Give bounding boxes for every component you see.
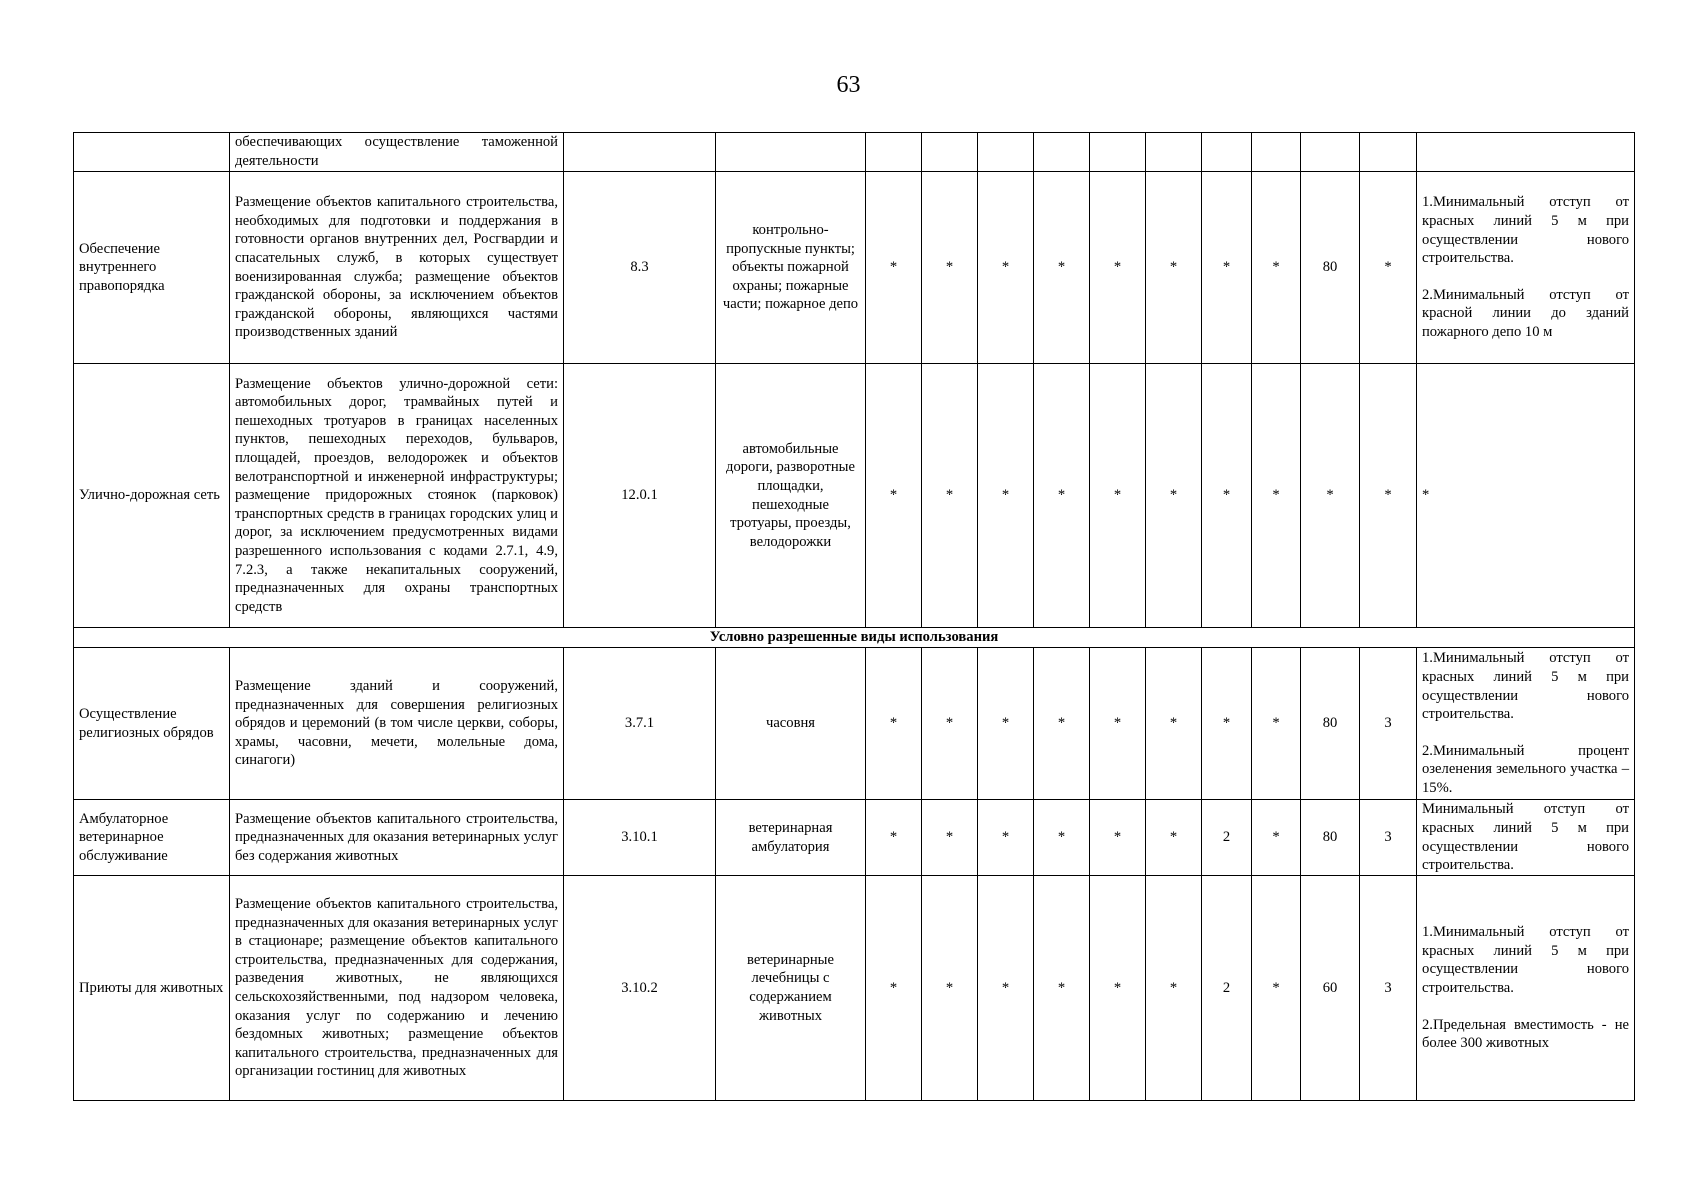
param-cell: *	[1360, 364, 1417, 628]
param-cell: 80	[1301, 800, 1360, 876]
param-cell: *	[866, 648, 922, 800]
param-cell: *	[978, 648, 1034, 800]
param-cell: *	[1252, 172, 1301, 364]
section-header-row	[74, 628, 1635, 648]
param-cell	[1252, 133, 1301, 172]
param-cell: *	[1034, 364, 1090, 628]
land-use-regulations-table	[73, 132, 1635, 1101]
param-cell	[978, 133, 1034, 172]
use-name-cell: Приюты для животных	[74, 876, 230, 1101]
param-cell: 3	[1360, 648, 1417, 800]
note-text: 2.Предельная вместимость - не более 300 животных	[1422, 1016, 1629, 1052]
param-cell: *	[922, 648, 978, 800]
page-number: 63	[836, 72, 861, 98]
note-text: 2.Минимальный процент озеленения земельного участка – 15%.	[1422, 742, 1629, 796]
param-cell: *	[978, 876, 1034, 1101]
use-code-cell: 3.10.1	[564, 800, 716, 876]
use-description-cell: Размещение объектов капитального строительства, необходимых для подготовки и поддержания в готовности органов внутренних дел, Росгвардии и спасательных служб, в которых существует военизированная служба; размещение объектов гражданской обороны, за исключением объектов гражданской обороны, являющихся частями производственных зданий	[230, 172, 564, 364]
param-cell: *	[1202, 648, 1252, 800]
use-code-cell: 8.3	[564, 172, 716, 364]
param-cell: *	[1252, 364, 1301, 628]
param-cell: 80	[1301, 172, 1360, 364]
param-cell: 3	[1360, 800, 1417, 876]
param-cell: *	[1034, 172, 1090, 364]
table-row	[74, 133, 1635, 172]
use-name-cell: Осуществление религиозных обрядов	[74, 648, 230, 800]
param-cell: *	[1146, 364, 1202, 628]
use-code-cell: 12.0.1	[564, 364, 716, 628]
param-cell	[1360, 133, 1417, 172]
param-cell: *	[1252, 648, 1301, 800]
use-name-cell	[74, 133, 230, 172]
param-cell	[1301, 133, 1360, 172]
param-cell: *	[866, 172, 922, 364]
object-types-cell: ветеринарная амбулатория	[716, 800, 866, 876]
param-cell: *	[922, 800, 978, 876]
param-cell	[866, 133, 922, 172]
param-cell: *	[922, 876, 978, 1101]
use-code-cell: 3.10.2	[564, 876, 716, 1101]
param-cell: *	[1202, 364, 1252, 628]
param-cell: *	[922, 172, 978, 364]
param-cell: 2	[1202, 800, 1252, 876]
object-types-cell: контрольно-пропускные пункты; объекты пожарной охраны; пожарные части; пожарное депо	[716, 172, 866, 364]
notes-cell	[1417, 364, 1635, 628]
param-cell	[1202, 133, 1252, 172]
param-cell: *	[1202, 172, 1252, 364]
section-title: Условно разрешенные виды использования	[74, 628, 1635, 648]
object-types-cell: ветеринарные лечебницы с содержанием животных	[716, 876, 866, 1101]
param-cell	[1090, 133, 1146, 172]
param-cell: *	[1146, 172, 1202, 364]
param-cell: *	[866, 800, 922, 876]
table-row	[74, 800, 1635, 876]
param-cell: *	[1146, 876, 1202, 1101]
use-code-cell	[564, 133, 716, 172]
notes-cell	[1417, 133, 1635, 172]
table-row	[74, 172, 1635, 364]
use-name-cell: Обеспечение внутреннего правопорядка	[74, 172, 230, 364]
notes-cell	[1417, 172, 1635, 364]
object-types-cell: часовня	[716, 648, 866, 800]
use-description-cell: Размещение зданий и сооружений, предназначенных для совершения религиозных обрядов и церемоний (в том числе церкви, соборы, храмы, часовни, мечети, молельные дома, синагоги)	[230, 648, 564, 800]
object-types-cell: автомобильные дороги, разворотные площадки, пешеходные тротуары, проезды, велодорожки	[716, 364, 866, 628]
param-cell: *	[1146, 800, 1202, 876]
param-cell: *	[1090, 364, 1146, 628]
note-text: *	[1422, 487, 1430, 504]
param-cell: *	[978, 172, 1034, 364]
param-cell: 80	[1301, 648, 1360, 800]
object-types-cell	[716, 133, 866, 172]
param-cell: *	[1252, 876, 1301, 1101]
param-cell: *	[922, 364, 978, 628]
note-text: 1.Минимальный отступ от красных линий 5 м при осуществлении нового строительства.	[1422, 924, 1629, 996]
use-description-cell: Размещение объектов капитального строительства, предназначенных для оказания ветеринарных услуг в стационаре; размещение объектов капитального строительства, предназначенных для содержания, разведения животных, не являющихся сельскохозяйственными, под надзором человека, оказания услуг по содержанию и лечению бездомных животных; размещение объектов капитального строительства, предназначенных для организации гостиниц для животных	[230, 876, 564, 1101]
use-name-cell: Амбулаторное ветеринарное обслуживание	[74, 800, 230, 876]
param-cell: 3	[1360, 876, 1417, 1101]
param-cell	[922, 133, 978, 172]
use-description-cell: обеспечивающих осуществление таможенной деятельности	[230, 133, 564, 172]
note-text: 1.Минимальный отступ от красных линий 5 м при осуществлении нового строительства.	[1422, 650, 1629, 723]
param-cell: *	[1146, 648, 1202, 800]
note-text: 1.Минимальный отступ от красных линий 5 м при осуществлении нового строительства.	[1422, 194, 1629, 267]
table-row	[74, 364, 1635, 628]
param-cell: *	[978, 800, 1034, 876]
param-cell	[1034, 133, 1090, 172]
param-cell: *	[1301, 364, 1360, 628]
param-cell: *	[1034, 876, 1090, 1101]
param-cell: *	[1034, 648, 1090, 800]
param-cell: *	[866, 364, 922, 628]
param-cell: *	[866, 876, 922, 1101]
param-cell: 60	[1301, 876, 1360, 1101]
notes-cell	[1417, 800, 1635, 876]
param-cell: *	[1252, 800, 1301, 876]
param-cell: 2	[1202, 876, 1252, 1101]
use-description-cell: Размещение объектов улично-дорожной сети: автомобильных дорог, трамвайных путей и пешеходных тротуаров в границах населенных пунктов, пешеходных переходов, бульваров, площадей, проездов, велодорожек и объектов велотранспортной и инженерной инфраструктуры; размещение придорожных стоянок (парковок) транспортных средств в границах городских улиц и дорог, за исключением предусмотренных видами разрешенного использования с кодами 2.7.1, 4.9, 7.2.3, а также некапитальных сооружений, предназначенных для охраны транспортных средств	[230, 364, 564, 628]
param-cell: *	[978, 364, 1034, 628]
note-text: Минимальный отступ от красных линий 5 м при осуществлении нового строительства.	[1422, 801, 1629, 874]
table-row	[74, 648, 1635, 800]
notes-cell	[1417, 876, 1635, 1101]
param-cell: *	[1090, 172, 1146, 364]
use-name-cell: Улично-дорожная сеть	[74, 364, 230, 628]
param-cell: *	[1090, 648, 1146, 800]
notes-cell	[1417, 648, 1635, 800]
table-row	[74, 876, 1635, 1101]
use-description-cell: Размещение объектов капитального строительства, предназначенных для оказания ветеринарных услуг без содержания животных	[230, 800, 564, 876]
param-cell: *	[1090, 876, 1146, 1101]
param-cell: *	[1090, 800, 1146, 876]
note-text: 2.Минимальный отступ от красной линии до зданий пожарного депо 10 м	[1422, 286, 1629, 340]
param-cell: *	[1360, 172, 1417, 364]
use-code-cell: 3.7.1	[564, 648, 716, 800]
param-cell: *	[1034, 800, 1090, 876]
param-cell	[1146, 133, 1202, 172]
